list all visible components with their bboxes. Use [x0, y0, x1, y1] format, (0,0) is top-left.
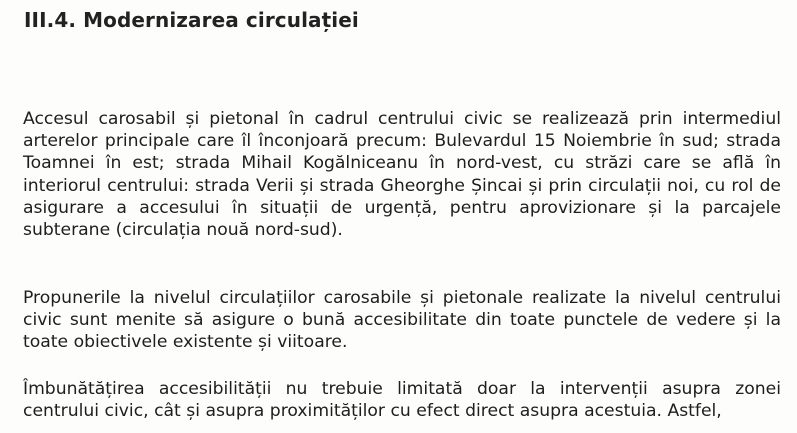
section-heading: III.4. Modernizarea circulației	[24, 8, 359, 32]
paragraph-improvement: Îmbunătățirea accesibilității nu trebuie limitată doar la intervenții asupra zonei centrului civic, cât și asupra proximităților cu efect direct asupra acestuia. Astfel,	[23, 379, 781, 422]
paragraph-access: Accesul carosabil și pietonal în cadrul centrului civic se realizează prin intermediul arterelor principale care îl înconjoară precum: Bulevardul 15 Noiembrie în sud; strada Toamnei în est; strada Mihail Kogălniceanu în nord-vest, cu străzi care se află în interiorul centrului: strada Verii și strada Gheorghe Șincai și prin circulații noi, cu rol de asigurare a accesului în situații de urgență, pentru aprovizionare și la parcajele subterane (circulația nouă nord-sud).	[23, 109, 781, 241]
paragraph-proposals: Propunerile la nivelul circulațiilor carosabile și pietonale realizate la nivelul centrului civic sunt menite să asigure o bună accesibilitate din toate punctele de vedere și la toate obiectivele existente și viitoare.	[23, 288, 781, 353]
